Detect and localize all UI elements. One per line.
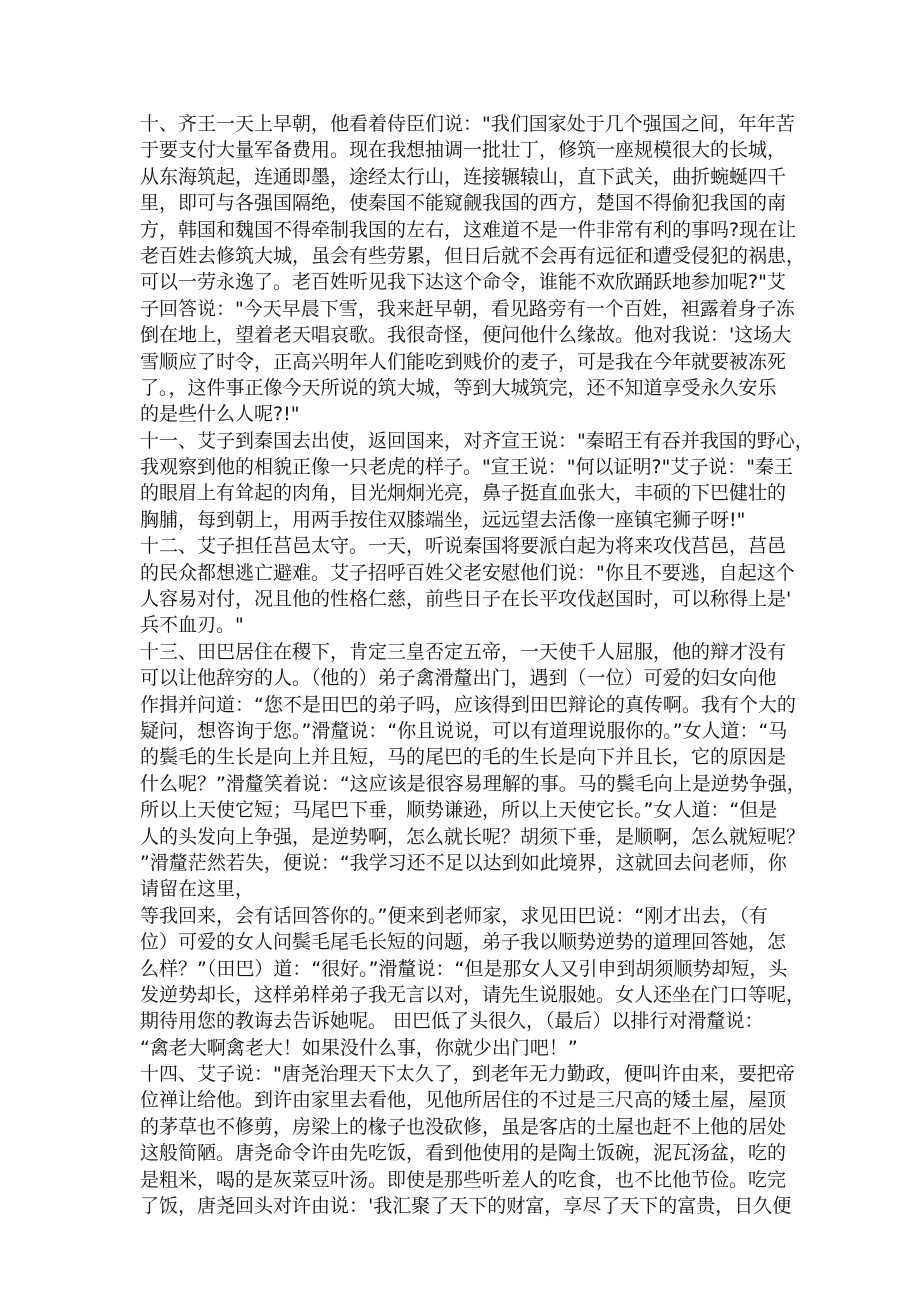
text-line: 位禅让给他。到许由家里去看他，见他所居住的不过是三尺高的矮土屋，屋顶 [140,1089,787,1112]
text-line: 胸脯，每到朝上，用两手按住双膝端坐，远远望去活像一座镇宅狮子呀!" [140,508,746,531]
text-line: 十三、田巴居住在稷下，肯定三皇否定五帝，一天使千人屈服，他的辩才没有 [140,640,787,663]
text-line: 期待用您的教诲去告诉她呢。 田巴低了头很久，（最后）以排行对滑釐说： [140,1010,764,1033]
text-line: 雪顺应了时令，正高兴明年人们能吃到贱价的麦子，可是我在今年就要被冻死 [140,350,787,373]
text-line: 里，即可与各强国隔绝，使秦国不能窥觎我国的西方，楚国不得偷犯我国的南 [140,192,787,215]
text-line: 子回答说："今天早晨下雪，我来赶早朝，看见路旁有一个百姓，袒露着身子冻 [140,297,795,320]
text-line: 什么呢？”滑釐笑着说：“这应该是很容易理解的事。马的鬓毛向上是逆势争强， [140,772,806,795]
text-line: 可以一劳永逸了。老百姓听见我下达这个命令，谁能不欢欣踊跃地参加呢?"艾 [140,271,786,294]
text-line: 疑问，想咨询于您。”滑釐说：“你且说说，可以有道理说服你的。”女人道：“马 [140,719,788,742]
text-line: 了。，这件事正像今天所说的筑大城，等到大城筑完，还不知道享受永久安乐 [140,376,777,399]
text-line: 是粗米，喝的是灰菜豆叶汤。即使是那些听差人的吃食，也不比他节俭。吃完 [140,1168,787,1191]
text-line: 十四、艾子说："唐尧治理天下太久了，到老年无力勤政，便叫许由来，要把帝 [140,1063,795,1086]
text-line: 的眼眉上有耸起的肉角，目光炯炯光亮，鼻子挺直血张大，丰硕的下巴健壮的 [140,482,787,505]
text-line: 人的头发向上争强，是逆势啊，怎么就长呢？胡须下垂，是顺啊，怎么就短呢？ [140,825,806,848]
text-line: 十、齐王一天上早朝，他看着侍臣们说："我们国家处于几个强国之间，年年苦 [140,113,795,135]
text-line: 这般简陋。唐尧命令许由先吃饭，看到他使用的是陶土饭碗，泥瓦汤盆，吃的 [140,1142,787,1165]
text-line: 位）可爱的女人问鬓毛尾毛长短的问题，弟子我以顺势逆势的道理回答她，怎 [140,931,787,954]
text-line: 发逆势却长，这样弟样弟子我无言以对，请先生说服她。女人还坐在门口等呢， [140,983,806,1006]
text-line: “禽老大啊禽老大！如果没什么事，你就少出门吧！” [140,1036,578,1059]
text-line: 么样？”（田巴）道：“很好。”滑釐说：“但是那女人又引申到胡须顺势却短，头 [140,957,788,980]
text-line: 作揖并问道：“您不是田巴的弟子吗，应该得到田巴辩论的真传啊。我有个大的 [140,693,796,716]
text-line: 了饭，唐尧回头对许由说：'我汇聚了天下的财富，享尽了天下的富贵，日久便 [140,1195,792,1218]
text-line: 于要支付大量军备费用。现在我想抽调一批壮丁，修筑一座规模很大的长城， [140,139,787,162]
text-line: 的茅草也不修剪，房梁上的椽子也没砍修，虽是客店的土屋也赶不上他的居处 [140,1115,787,1138]
text-line: 的鬓毛的生长是向上并且短，马的尾巴的毛的生长是向下并且长，它的原因是 [140,746,787,769]
text-line: 可以让他辞穷的人。（他的）弟子禽滑釐出门，遇到（一位）可爱的妇女向他 [140,667,777,690]
text-line: ”滑釐茫然若失，便说：“我学习还不足以达到如此境界，这就回去问老师，你 [140,851,787,874]
text-line: 倒在地上，望着老天唱哀歌。我很奇怪，便问他什么缘故。他对我说：'这场大 [140,324,792,347]
text-line: 十二、艾子担任莒邑太守。一天，听说秦国将要派白起为将来攻伐莒邑，莒邑 [140,535,787,558]
text-line: 请留在这里， [140,878,255,901]
text-line: 的是些什么人呢?!" [140,403,300,426]
text-line: 所以上天使它短；马尾巴下垂，顺势谦逊，所以上天使它长。”女人道：“但是 [140,799,778,822]
text-line: 等我回来，会有话回答你的。”便来到老师家，求见田巴说：“刚才出去，（有 [140,904,768,927]
text-line: 老百姓去修筑大城，虽会有些劳累，但日后就不会再有远征和遭受侵犯的祸患， [140,244,806,267]
text-line: 方，韩国和魏国不得牵制我国的左右，这难道不是一件非常有利的事吗?现在让 [140,218,797,241]
text-line: 我观察到他的相貌正像一只老虎的样子。"宣王说："何以证明?"艾子说："秦王 [140,456,794,479]
text-line: 十一、艾子到秦国去出使，返回国来，对齐宣王说："秦昭王有吞并我国的野心， [140,429,814,452]
document-body-text [140,111,814,1219]
text-line: 从东海筑起，连通即墨，途经太行山，连接辗辕山，直下武关，曲折蜿蜒四千 [140,165,787,188]
text-line: 的民众都想逃亡避难。艾子招呼百姓父老安慰他们说："你且不要逃，自起这个 [140,561,795,584]
text-line: 人容易对付，况且他的性格仁慈，前些日子在长平攻伐赵国时，可以称得上是' [140,588,792,611]
text-line: 兵不血刃。" [140,614,244,637]
